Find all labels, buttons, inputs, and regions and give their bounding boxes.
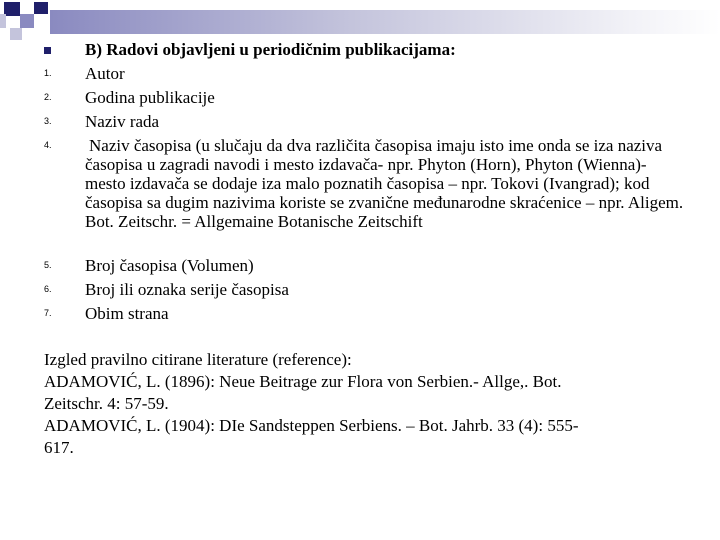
references-intro: Izgled pravilno citirane literature (reference): (44, 350, 352, 369)
reference-line: ADAMOVIĆ, L. (1904): DIe Sandsteppen Serbiens. – Bot. Jahrb. 33 (4): 555- (44, 416, 579, 435)
list-marker: 2. (44, 92, 52, 102)
list-marker: 3. (44, 116, 52, 126)
list-item-text: Naziv časopisa (u slučaju da dva različita časopisa imaju isto ime onda se iza naziva časopisa u zagradi navodi i mesto izdavača- npr. Phyton (Horn), Phyton (Wienna)- mesto izdavača se dodaje iza malo poznatih časopisa – npr. Tokovi (Ivangrad); kod časopisa sa dugim nazivima koriste se zvanične međunarodne skraćenice – npr. Aligem. Bot. Zeitschr. = Allgemaine Botanische Zeitschift (85, 136, 684, 231)
citation-elements-list (0, 40, 720, 328)
list-item-text: Autor (85, 64, 125, 83)
list-marker: 1. (44, 68, 52, 78)
reference-line: Zeitschr. 4: 57-59. (44, 394, 169, 413)
reference-entry (44, 371, 684, 415)
list-item-text: Broj časopisa (Volumen) (85, 256, 254, 275)
list-marker: 5. (44, 260, 52, 270)
list-item (0, 256, 720, 280)
list-heading-text: B) Radovi objavljeni u periodičnim publikacijama: (85, 40, 456, 59)
reference-line: 617. (44, 438, 74, 457)
list-item-text: Broj ili oznaka serije časopisa (85, 280, 289, 299)
list-item (0, 112, 720, 136)
list-item (0, 304, 720, 328)
list-marker: 7. (44, 308, 52, 318)
list-marker: 6. (44, 284, 52, 294)
decor-square (20, 14, 34, 28)
reference-entry (44, 415, 684, 459)
reference-line: ADAMOVIĆ, L. (1896): Neue Beitrage zur Flora von Serbien.- Allge,. Bot. (44, 372, 562, 391)
decor-square (0, 14, 6, 28)
list-marker: 4. (44, 140, 52, 150)
title-banner (0, 0, 720, 40)
list-item-text: Naziv rada (85, 112, 160, 131)
list-item (0, 280, 720, 304)
gradient-bar (50, 10, 720, 34)
list-heading (0, 40, 720, 64)
list-item-text: Godina publikacije (85, 88, 215, 107)
list-item (0, 64, 720, 88)
references-section (44, 349, 684, 459)
decor-square (10, 28, 22, 40)
slide-content (0, 40, 720, 328)
list-item (0, 88, 720, 112)
decor-square (34, 2, 48, 14)
list-item-text: Obim strana (85, 304, 169, 323)
list-item (0, 136, 720, 256)
decor-square (4, 2, 20, 16)
square-bullet-icon (44, 47, 51, 54)
